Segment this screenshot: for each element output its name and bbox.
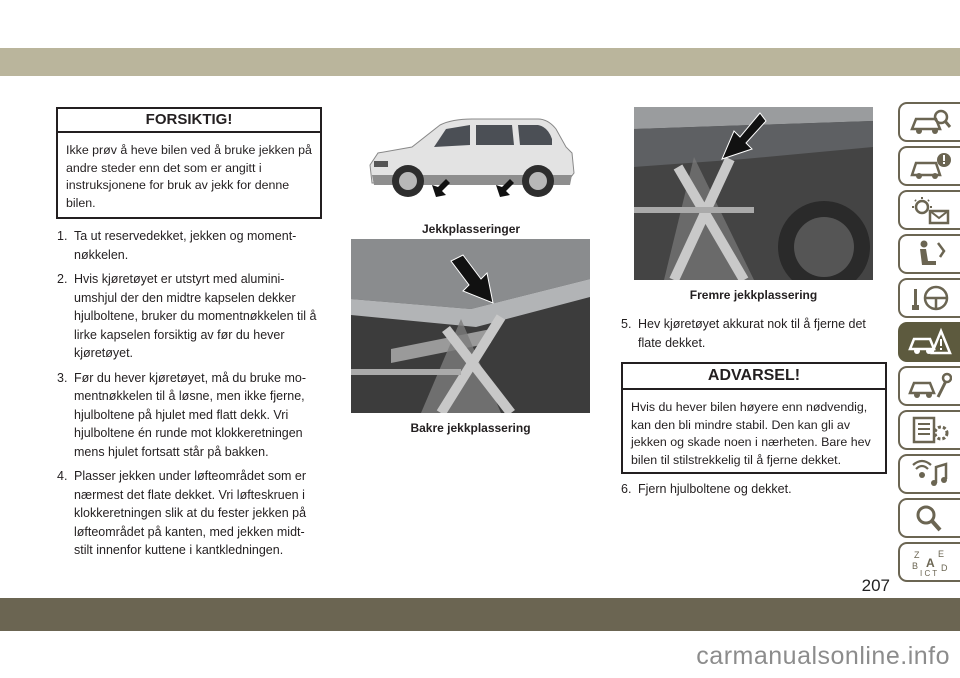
page-number: 207 (861, 576, 890, 595)
svg-text:B: B (912, 561, 919, 571)
svg-text:D: D (941, 563, 948, 573)
multimedia-icon (908, 459, 952, 489)
tab-warning-lights[interactable] (898, 190, 960, 230)
steps-list-right-a (621, 315, 885, 358)
step-text: Hvis kjøretøyet er utstyrt med alumini-umshjul der den midtre kapselen dekker hjulboltene, bruker du momentnøkkelen til å lirke kapselen forsiktig av før du hever kjøretøyet. (74, 272, 317, 360)
car-info-icon (908, 151, 952, 181)
header-band (0, 48, 960, 76)
language-index-icon (908, 547, 952, 577)
car-hazard-icon (908, 327, 952, 357)
footer-band (0, 598, 960, 631)
list-item (57, 270, 321, 363)
figure-front-jack (634, 107, 873, 280)
list-item (621, 315, 885, 352)
step-number: 2. (57, 272, 68, 286)
svg-text:A: A (926, 556, 935, 570)
tab-car-hazard[interactable] (898, 322, 960, 362)
warning-title: ADVARSEL! (623, 364, 885, 390)
front-jack-photo (634, 107, 873, 280)
caution-box (56, 107, 322, 219)
caution-body: Ikke prøv å heve bilen ved å bruke jekken på andre steder enn det som er angitt i instruksjonene for bruk av jekk for denne bilen. (66, 143, 312, 210)
warning-lights-icon (908, 195, 952, 225)
caption-rear-jack: Bakre jekkplassering (410, 421, 531, 435)
step-text: Ta ut reservedekket, jekken og moment-nøkkelen. (74, 229, 297, 262)
rear-jack-photo (351, 239, 590, 413)
list-item (57, 227, 321, 264)
warning-body: Hvis du hever bilen høyere enn nødvendig, kan den bli mindre stabil. Den kan gli av jekken og skade noen i nærheten. Bare hev bilen til stilstrekkelig til å fjerne dekket. (631, 400, 871, 467)
index-search-icon (908, 503, 952, 533)
step-text: Før du hever kjøretøyet, må du bruke mo-mentnøkkelen til å løsne, men ikke fjerne, hjulboltene på hjulet med flatt dekk. Vri hjulboltene én runde mot klokkeretningen mens hjulet fortsatt står på bakken. (74, 370, 307, 459)
list-item (57, 369, 321, 462)
steps-list-left (57, 227, 321, 566)
car-side-illustration (352, 103, 590, 215)
list-item (57, 467, 321, 560)
svg-text:E: E (938, 549, 945, 559)
step-number: 4. (57, 469, 68, 483)
tab-multimedia[interactable] (898, 454, 960, 494)
caution-title: FORSIKTIG! (58, 109, 320, 133)
tab-car-info[interactable] (898, 146, 960, 186)
steps-list-right-b (621, 480, 885, 505)
caption-front-jack: Fremre jekkplassering (689, 288, 818, 302)
tab-steering-wheel[interactable] (898, 278, 960, 318)
car-service-icon (908, 371, 952, 401)
figure-jack-locations (352, 103, 590, 215)
car-search-icon (908, 107, 952, 137)
step-number: 1. (57, 229, 68, 243)
tab-index-search[interactable] (898, 498, 960, 538)
step-text: Plasser jekken under løfteområdet som er nærmest det flate dekket. Vri løfteskruen i klokkeretningen slik at du fester jekken på løfteområdet på kanten, med jekken midt-stilt innenfor kuttene i kantkledningen. (74, 469, 307, 557)
tab-language-index[interactable] (898, 542, 960, 582)
svg-text:Z: Z (914, 550, 920, 560)
tab-car-service[interactable] (898, 366, 960, 406)
tab-car-search[interactable] (898, 102, 960, 142)
tab-specifications[interactable] (898, 410, 960, 450)
warning-box (621, 362, 887, 474)
steering-wheel-icon (908, 283, 952, 313)
specifications-icon (908, 415, 952, 445)
list-item (621, 480, 885, 499)
step-number: 5. (621, 317, 632, 331)
caption-jack-locations: Jekkplasseringer (421, 222, 521, 236)
figure-rear-jack (351, 239, 590, 413)
svg-text:I C T: I C T (920, 569, 938, 577)
step-text: Fjern hjulboltene og dekket. (638, 482, 792, 496)
step-number: 6. (621, 482, 632, 496)
watermark: carmanualsonline.info (696, 642, 950, 670)
tab-seat-airbag[interactable] (898, 234, 960, 274)
step-number: 3. (57, 370, 68, 385)
seat-airbag-icon (908, 239, 952, 269)
step-text: Hev kjøretøyet akkurat nok til å fjerne det flate dekket. (638, 317, 866, 350)
